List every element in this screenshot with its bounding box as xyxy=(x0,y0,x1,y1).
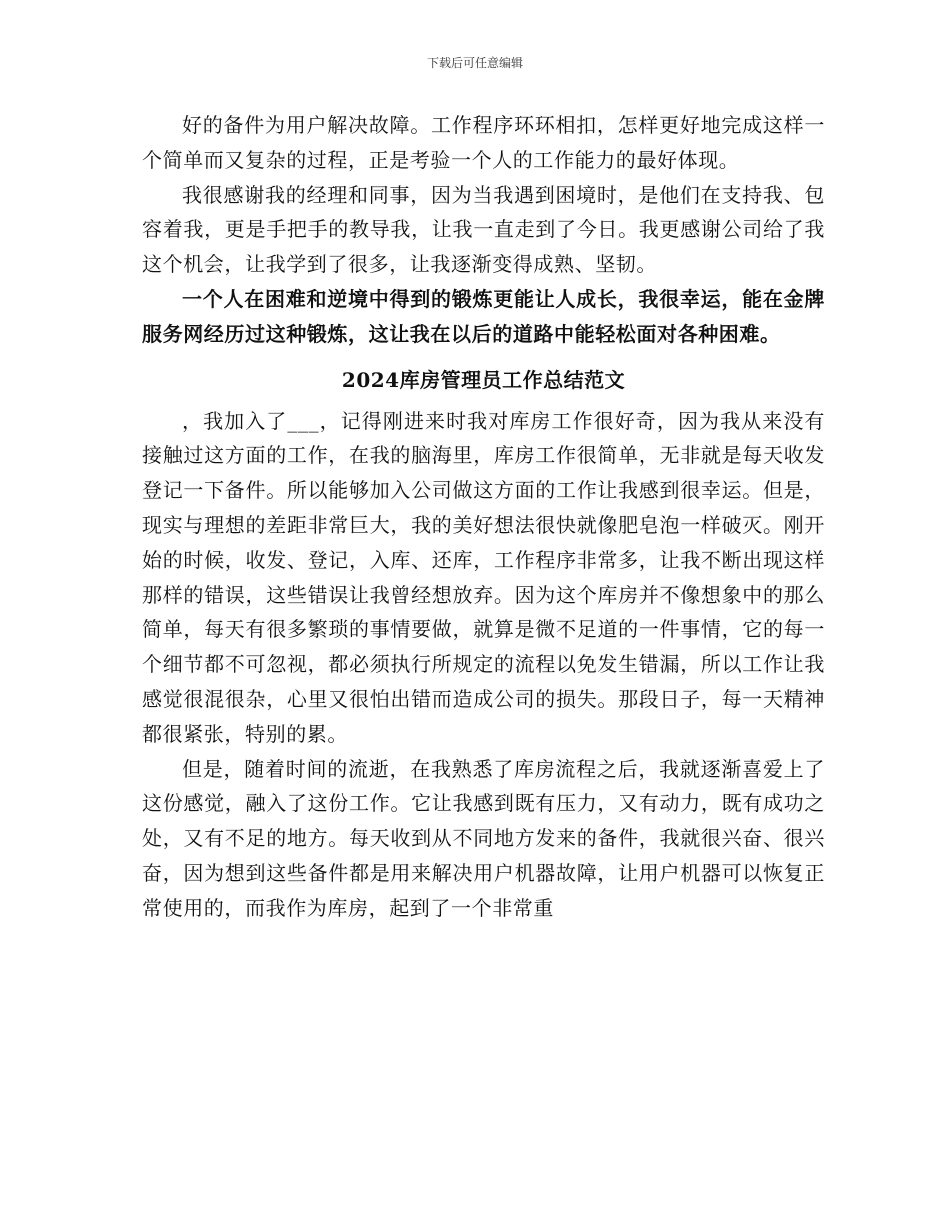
page-header-note: 下载后可任意编辑 xyxy=(426,56,523,70)
document-body xyxy=(142,108,825,926)
paragraph-joining-warehouse: ，我加入了___，记得刚进来时我对库房工作很好奇，因为我从来没有接触过这方面的工作，在我的脑海里，库房工作很简单，无非就是每天收发登记一下备件。所以能够加入公司做这方面的工作让我感到很幸运。但是，现实与理想的差距非常巨大，我的美好想法很快就像肥皂泡一样破灭。刚开始的时候，收发、登记，入库、还库，工作程序非常多，让我不断出现这样那样的错误，这些错误让我曾经想放弃。因为这个库房并不像想象中的那么简单，每天有很多繁琐的事情要做，就算是微不足道的一件事情，它的每一个细节都不可忽视，都必须执行所规定的流程以免发生错漏，所以工作让我感觉很混很杂，心里又很怕出错而造成公司的损失。那段日子，每一天精神都很紧张，特别的累。 xyxy=(142,408,825,746)
paragraph-thanks: 我很感谢我的经理和同事，因为当我遇到困境时，是他们在支持我、包容着我，更是手把手的教导我，让我一直走到了今日。我更感谢公司给了我这个机会，让我学到了很多，让我逐渐变得成熟、坚韧。 xyxy=(142,182,825,277)
paragraph-growth-bold: 一个人在困难和逆境中得到的锻炼更能让人成长，我很幸运，能在金牌服务网经历过这种锻炼，这让我在以后的道路中能轻松面对各种困难。 xyxy=(142,286,825,346)
paragraph-growing-fond: 但是，随着时间的流逝，在我熟悉了库房流程之后，我就逐渐喜爱上了这份感觉，融入了这份工作。它让我感到既有压力，又有动力，既有成功之处，又有不足的地方。每天收到从不同地方发来的备件，我就很兴奋、很兴奋，因为想到这些备件都是用来解决用户机器故障，让用户机器可以恢复正常使用的，而我作为库房，起到了一个非常重 xyxy=(142,756,825,920)
section-title: 2024库房管理员工作总结范文 xyxy=(341,367,626,392)
paragraph-backup-parts: 好的备件为用户解决故障。工作程序环环相扣，怎样更好地完成这样一个简单而又复杂的过程，正是考验一个人的工作能力的最好体现。 xyxy=(142,113,825,172)
